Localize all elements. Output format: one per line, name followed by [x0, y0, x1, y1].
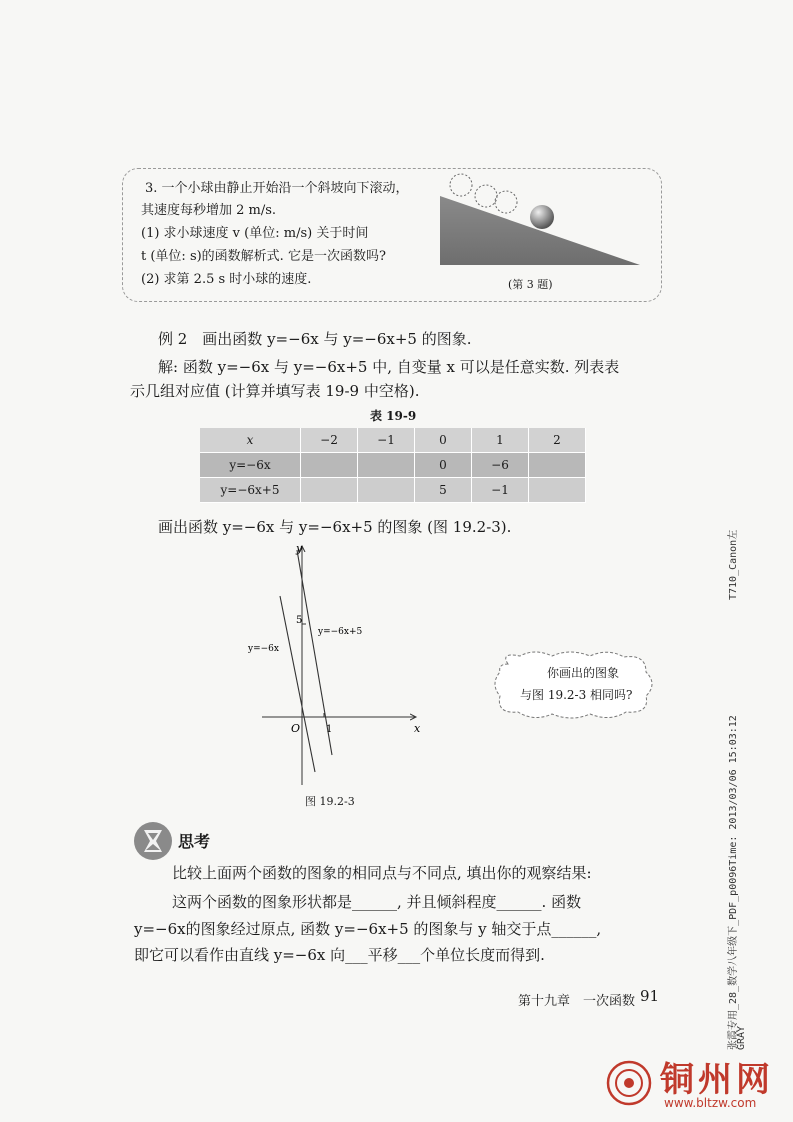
ball: [530, 205, 554, 229]
table-caption: 表 19-9: [370, 409, 417, 423]
think-icon: [132, 820, 174, 862]
think-line-1: 比较上面两个函数的图象的相同点与不同点, 填出你的观察结果:: [172, 864, 592, 882]
graph-caption: 图 19.2-3: [305, 795, 355, 808]
ball-trace-3: [495, 191, 517, 213]
function-graph: [240, 540, 430, 790]
think-line-4: 即它可以看作由直线 y=−6x 向___平移___个单位长度而得到.: [134, 946, 545, 964]
y-axis-label: y: [296, 542, 303, 555]
table-cell: 5: [415, 478, 472, 503]
table-cell: y=−6x: [200, 453, 301, 478]
ball-trace-2: [475, 185, 497, 207]
table-cell: −6: [472, 453, 529, 478]
table-cell: y=−6x+5: [200, 478, 301, 503]
watermark-logo: [604, 1058, 654, 1108]
table-cell: 2: [529, 428, 586, 453]
watermark-name: 铜州网: [660, 1060, 774, 1100]
draw-instruction: 画出函数 y=−6x 与 y=−6x+5 的图象 (图 19.2-3).: [158, 518, 512, 536]
table-row: [200, 478, 586, 503]
table-header-row: [200, 428, 586, 453]
think-line-2: 这两个函数的图象形状都是______, 并且倾斜程度______. 函数: [172, 893, 582, 911]
value-table: [200, 428, 586, 503]
exercise-figure-caption: (第 3 题): [508, 278, 553, 291]
exercise-line-3: (1) 求小球速度 v (单位: m/s) 关于时间: [141, 226, 369, 241]
table-cell: [301, 478, 358, 503]
table-cell: [529, 453, 586, 478]
table-cell: −2: [301, 428, 358, 453]
side-label-bottom: GRAY: [736, 1025, 747, 1050]
line-label-2: y=−6x+5: [318, 627, 363, 637]
ball-trace-1: [450, 174, 472, 196]
table-cell: 0: [415, 453, 472, 478]
watermark-url: www.bltzw.com: [664, 1096, 757, 1110]
solution-line-1: 解: 函数 y=−6x 与 y=−6x+5 中, 自变量 x 可以是任意实数. 列表表: [158, 358, 620, 376]
table-cell: 0: [415, 428, 472, 453]
bubble-line-2: 与图 19.2-3 相同吗?: [520, 688, 633, 702]
origin-label: O: [291, 722, 301, 735]
exercise-line-4: t (单位: s)的函数解析式. 它是一次函数吗?: [141, 249, 386, 264]
table-cell: x: [200, 428, 301, 453]
table-cell: [358, 453, 415, 478]
table-row: [200, 453, 586, 478]
side-label-middle: 张霞专用_28_数学八年级下_PDF_p0096Time: 2013/03/06 15:03:12: [728, 715, 739, 1050]
solution-line-2: 示几组对应值 (计算并填写表 19-9 中空格).: [130, 382, 420, 400]
table-cell: [358, 478, 415, 503]
table-cell: 1: [472, 428, 529, 453]
table-cell: −1: [358, 428, 415, 453]
exercise-line-2: 其速度每秒增加 2 m/s.: [141, 203, 277, 218]
example-title: 例 2 画出函数 y=−6x 与 y=−6x+5 的图象.: [158, 330, 472, 348]
table-cell: [529, 478, 586, 503]
y-tick-label: 5: [296, 615, 303, 626]
exercise-line-1: 3. 一个小球由静止开始沿一个斜坡向下滚动，: [145, 181, 409, 196]
exercise-line-5: (2) 求第 2.5 s 时小球的速度.: [141, 272, 312, 287]
think-title: 思考: [178, 832, 211, 851]
line-label-1: y=−6x: [248, 644, 279, 654]
side-label-top: T710_Canon左: [728, 529, 739, 600]
x-tick-label: 1: [326, 724, 333, 735]
slope-figure: [440, 170, 645, 270]
think-line-3: y=−6x的图象经过原点, 函数 y=−6x+5 的图象与 y 轴交于点______,: [134, 920, 602, 938]
table-cell: [301, 453, 358, 478]
x-axis-label: x: [414, 722, 421, 735]
page-number: 91: [640, 987, 660, 1005]
chapter-title: 第十九章 一次函数: [518, 994, 636, 1009]
table-cell: −1: [472, 478, 529, 503]
bubble-line-1: 你画出的图象: [547, 666, 620, 680]
